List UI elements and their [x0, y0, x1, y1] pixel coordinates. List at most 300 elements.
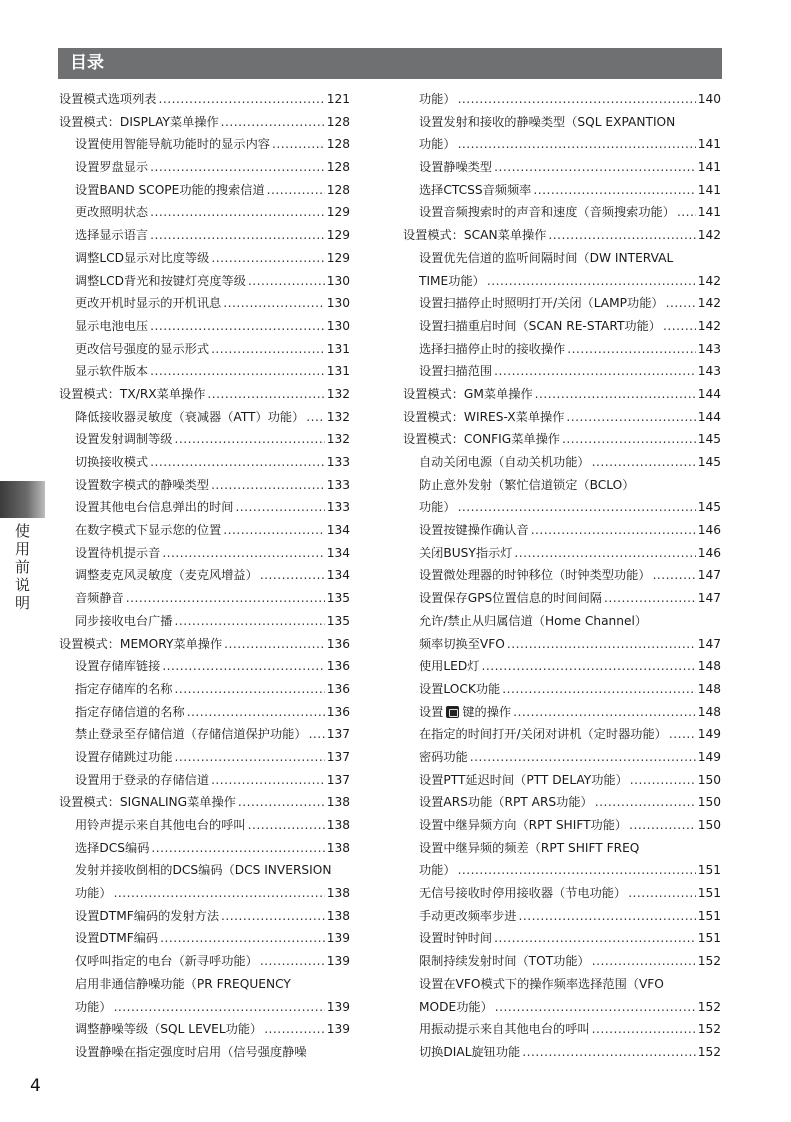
dot-leader	[150, 315, 325, 338]
toc-entry-page: 147	[697, 568, 721, 583]
toc-entry[interactable]	[59, 950, 350, 973]
toc-entry-page: 141	[697, 160, 721, 175]
dot-leader	[151, 837, 324, 860]
dot-leader	[592, 950, 696, 973]
toc-entry-page: 133	[326, 477, 350, 492]
toc-entry[interactable]	[403, 973, 721, 996]
toc-entry-title: 调整静噪等级（SQL LEVEL功能）	[75, 1022, 263, 1037]
toc-entry-page: 149	[697, 749, 721, 764]
dot-leader	[533, 179, 695, 202]
toc-entry-page: 134	[326, 545, 350, 560]
toc-entry[interactable]	[403, 428, 721, 451]
toc-entry[interactable]	[59, 996, 350, 1019]
toc-entry[interactable]	[59, 1041, 350, 1064]
toc-entry-page: 151	[697, 886, 721, 901]
toc-entry-title: TIME功能）	[419, 273, 485, 288]
toc-entry[interactable]	[59, 973, 350, 996]
toc-entry[interactable]	[59, 474, 350, 497]
toc-entry-title: 设置模式：SCAN菜单操作	[403, 228, 547, 243]
toc-entry[interactable]	[59, 111, 350, 134]
toc-entry[interactable]	[403, 814, 721, 837]
toc-entry-page: 152	[697, 1044, 721, 1059]
toc-entry[interactable]	[59, 633, 350, 656]
toc-entry-title: 设置使用智能导航功能时的显示内容	[75, 137, 270, 152]
toc-entry-title: 设置模式：CONFIG菜单操作	[403, 432, 560, 447]
toc-entry[interactable]	[403, 859, 721, 882]
toc-entry[interactable]	[59, 678, 350, 701]
toc-entry[interactable]	[403, 474, 721, 497]
toc-entry[interactable]	[403, 156, 721, 179]
toc-entry-page: 147	[697, 591, 721, 606]
toc-entry-title: 设置优先信道的监听间隔时间（DW INTERVAL	[419, 250, 674, 265]
toc-entry-title: 设置用于登录的存储信道	[75, 772, 210, 787]
toc-entry-title: 设置待机提示音	[75, 545, 161, 560]
dot-leader	[150, 224, 325, 247]
toc-entry-title: 在指定的时间打开/关闭对讲机（定时器功能）	[419, 727, 667, 742]
toc-entry-title: 设置微处理器的时钟移位（时钟类型功能）	[419, 568, 651, 583]
toc-entry-page: 152	[697, 999, 721, 1014]
toc-entry[interactable]	[59, 156, 350, 179]
toc-entry-page: 146	[697, 523, 721, 538]
toc-entry-page: 145	[697, 500, 721, 515]
toc-entry[interactable]	[403, 610, 721, 633]
toc-entry-page: 136	[326, 681, 350, 696]
dot-leader	[458, 133, 696, 156]
toc-entry-page: 149	[697, 727, 721, 742]
toc-entry[interactable]	[59, 791, 350, 814]
toc-entry-title: 设置扫描停止时照明打开/关闭（LAMP功能）	[419, 296, 664, 311]
toc-entry[interactable]	[59, 270, 350, 293]
dot-leader	[470, 746, 696, 769]
toc-entry-page: 152	[697, 1022, 721, 1037]
toc-entry-title: 设置模式选项列表	[59, 92, 157, 106]
toc-entry[interactable]	[403, 927, 721, 950]
dot-leader	[629, 814, 696, 837]
dot-leader	[162, 655, 324, 678]
toc-entry-title: 设置发射调制等级	[75, 432, 173, 447]
toc-entry[interactable]	[403, 338, 721, 361]
toc-entry-title: 设置存储库链接	[75, 659, 161, 674]
dot-leader	[150, 360, 325, 383]
toc-entry-title: 设置模式：DISPLAY菜单操作	[59, 114, 219, 129]
toc-entry-page: 141	[697, 182, 721, 197]
toc-entry[interactable]	[59, 519, 350, 542]
dot-leader	[224, 633, 325, 656]
toc-entry-title: 选择扫描停止时的接收操作	[419, 341, 566, 356]
toc-entry-page: 151	[697, 863, 721, 878]
toc-entry[interactable]	[403, 1018, 721, 1041]
toc-entry-title: 功能）	[419, 863, 456, 878]
toc-entry[interactable]	[403, 292, 721, 315]
toc-entry-page: 140	[697, 92, 721, 106]
toc-entry[interactable]	[403, 383, 721, 406]
toc-entry-title: 仅呼叫指定的电台（新寻呼功能）	[75, 954, 258, 969]
toc-entry-page: 144	[697, 386, 721, 401]
toc-entry-page: 144	[697, 409, 721, 424]
dot-leader	[513, 701, 696, 724]
dot-leader	[519, 905, 696, 928]
dot-leader	[562, 428, 696, 451]
toc-entry-page: 151	[697, 908, 721, 923]
dot-leader	[150, 451, 325, 474]
toc-entry[interactable]	[403, 746, 721, 769]
toc-entry[interactable]	[403, 406, 721, 429]
toc-left-column	[59, 88, 350, 1064]
page-number: 4	[30, 1076, 41, 1096]
toc-entry-title-part: 设置	[419, 704, 444, 719]
toc-entry[interactable]	[59, 224, 350, 247]
toc-entry-page: 141	[697, 205, 721, 220]
toc-entry[interactable]	[59, 315, 350, 338]
toc-entry-title: 功能）	[419, 500, 456, 515]
toc-entry[interactable]	[59, 451, 350, 474]
dot-leader	[487, 270, 696, 293]
toc-entry-title: 设置模式：SIGNALING菜单操作	[59, 795, 236, 810]
toc-entry[interactable]	[403, 950, 721, 973]
toc-entry-page: 150	[697, 818, 721, 832]
toc-entry-page: 142	[697, 296, 721, 311]
dot-leader	[114, 996, 325, 1019]
dot-leader	[522, 1041, 696, 1064]
toc-entry[interactable]	[59, 587, 350, 610]
dot-leader	[669, 723, 696, 746]
toc-entry[interactable]	[403, 270, 721, 293]
toc-entry[interactable]	[403, 564, 721, 587]
dot-leader	[260, 564, 325, 587]
toc-entry-title: 调整LCD背光和按键灯亮度等级	[75, 273, 246, 288]
toc-entry-page: 139	[326, 954, 350, 969]
dot-leader	[494, 927, 696, 950]
toc-entry[interactable]	[403, 633, 721, 656]
toc-entry[interactable]	[59, 814, 350, 837]
toc-entry-title: 选择CTCSS音频频率	[419, 182, 532, 197]
toc-entry[interactable]	[59, 859, 350, 882]
section-tab-marker	[0, 481, 45, 518]
toc-entry-title: 功能）	[419, 137, 456, 152]
toc-entry[interactable]	[59, 746, 350, 769]
dot-leader	[175, 746, 325, 769]
dot-leader	[495, 996, 696, 1019]
toc-entry[interactable]	[403, 201, 721, 224]
dot-leader	[160, 927, 325, 950]
toc-entry[interactable]	[59, 338, 350, 361]
dot-leader	[211, 338, 325, 361]
dot-leader	[494, 360, 696, 383]
toc-entry-title: 设置LOCK功能	[419, 681, 501, 696]
toc-entry[interactable]	[59, 383, 350, 406]
dot-leader	[162, 542, 324, 565]
toc-entry[interactable]	[403, 1041, 721, 1064]
toc-entry-title: 更改开机时显示的开机讯息	[75, 296, 222, 311]
dot-leader	[150, 201, 325, 224]
dot-leader	[272, 133, 325, 156]
dot-leader	[677, 201, 696, 224]
toc-entry-page: 128	[326, 114, 350, 129]
toc-entry-page: 152	[697, 954, 721, 969]
dot-leader	[494, 156, 696, 179]
toc-entry[interactable]	[403, 587, 721, 610]
toc-entry-title: 禁止登录至存储信道（存储信道保护功能）	[75, 727, 307, 742]
toc-entry-title: 允许/禁止从归属信道（Home Channel）	[419, 613, 648, 628]
dot-leader	[458, 859, 696, 882]
dot-leader	[663, 315, 696, 338]
toc-entry-page: 150	[697, 772, 721, 787]
toc-entry-page: 135	[326, 613, 350, 628]
toc-right-column	[403, 88, 721, 1064]
toc-entry-title: 设置BAND SCOPE功能的搜索信道	[75, 182, 265, 197]
toc-entry[interactable]	[59, 496, 350, 519]
toc-entry-page: 142	[697, 318, 721, 333]
dot-leader	[211, 247, 324, 270]
toc-header-bar	[58, 48, 722, 79]
dot-leader	[207, 383, 324, 406]
dot-leader	[653, 564, 696, 587]
toc-entry-title: 设置扫描范围	[419, 364, 493, 379]
toc-entry-page: 142	[697, 228, 721, 243]
toc-entry[interactable]	[59, 406, 350, 429]
toc-entry-title: 在数字模式下显示您的位置	[75, 523, 222, 538]
dot-leader	[628, 882, 696, 905]
toc-entry-title: 设置静噪类型	[419, 160, 493, 175]
toc-entry-page: 148	[697, 704, 721, 719]
toc-entry-page: 138	[326, 795, 350, 810]
toc-entry[interactable]	[403, 723, 721, 746]
toc-entry-title: 使用LED灯	[419, 659, 480, 674]
toc-entry[interactable]	[59, 428, 350, 451]
toc-entry-title: 设置按键操作确认音	[419, 523, 529, 538]
toc-entry-title: 设置DTMF编码的发射方法	[75, 908, 220, 923]
toc-entry-page: 129	[326, 205, 350, 220]
toc-entry-title: 设置PTT延迟时间（PTT DELAY功能）	[419, 772, 628, 787]
toc-entry[interactable]	[59, 564, 350, 587]
toc-entry-page: 133	[326, 500, 350, 515]
toc-entry-page: 135	[326, 591, 350, 606]
toc-entry-title: 设置扫描重启时间（SCAN RE-START功能）	[419, 318, 661, 333]
toc-entry[interactable]	[403, 837, 721, 860]
toc-entry[interactable]	[59, 542, 350, 565]
toc-entry-title: 设置静噪在指定强度时启用（信号强度静噪	[75, 1044, 307, 1059]
toc-entry[interactable]	[403, 655, 721, 678]
toc-entry[interactable]	[403, 224, 721, 247]
toc-entry-title: 选择显示语言	[75, 228, 149, 243]
toc-entry-title: 设置ARS功能（RPT ARS功能）	[419, 795, 593, 810]
toc-entry-title: 切换DIAL旋钮功能	[419, 1044, 521, 1059]
dot-leader	[264, 1018, 325, 1041]
toc-entry-title: 设置中继异频的频差（RPT SHIFT FREQ	[419, 840, 640, 855]
toc-entry-page: 138	[326, 818, 350, 832]
toc-entry-page: 129	[326, 228, 350, 243]
toc-entry-page: 129	[326, 250, 350, 265]
dot-leader	[566, 406, 695, 429]
toc-entry-title: 切换接收模式	[75, 455, 149, 469]
toc-entry-title: 频率切换至VFO	[419, 636, 505, 651]
dot-leader	[630, 769, 696, 792]
toc-entry[interactable]	[59, 927, 350, 950]
toc-entry-page: 139	[326, 999, 350, 1014]
dot-leader	[238, 791, 325, 814]
toc-entry-page: 130	[326, 273, 350, 288]
dot-leader	[535, 383, 696, 406]
toc-entry-page: 143	[697, 364, 721, 379]
toc-entry[interactable]	[403, 179, 721, 202]
toc-entry[interactable]	[59, 179, 350, 202]
toc-entry[interactable]	[59, 655, 350, 678]
dot-leader	[175, 678, 325, 701]
dot-leader	[248, 814, 325, 837]
toc-entry-page: 139	[326, 1022, 350, 1037]
toc-entry-page: 128	[326, 182, 350, 197]
toc-entry[interactable]	[59, 769, 350, 792]
toc-entry[interactable]	[403, 360, 721, 383]
toc-entry-page: 121	[326, 92, 350, 106]
dot-leader	[223, 292, 324, 315]
toc-entry-title: 设置其他电台信息弹出的时间	[75, 500, 234, 515]
toc-entry-page: 142	[697, 273, 721, 288]
toc-entry[interactable]	[403, 542, 721, 565]
toc-entry-title-part: 键的操作	[462, 704, 512, 719]
dot-leader	[592, 1018, 696, 1041]
dot-leader	[567, 338, 695, 361]
toc-entry-page: 145	[697, 455, 721, 469]
toc-entry[interactable]	[59, 905, 350, 928]
toc-entry-title: 设置发射和接收的静噪类型（SQL EXPANTION	[419, 114, 676, 129]
dot-leader	[306, 406, 324, 429]
toc-entry-page: 132	[326, 386, 350, 401]
toc-entry[interactable]	[403, 678, 721, 701]
toc-entry-page: 141	[697, 137, 721, 152]
toc-entry-title: 选择DCS编码	[75, 840, 150, 855]
toc-entry[interactable]	[59, 610, 350, 633]
toc-entry[interactable]	[403, 882, 721, 905]
toc-entry[interactable]	[59, 201, 350, 224]
toc-entry-page: 138	[326, 840, 350, 855]
toc-entry-title: 设置数字模式的静噪类型	[75, 477, 210, 492]
toc-entry[interactable]	[59, 247, 350, 270]
toc-entry[interactable]	[59, 360, 350, 383]
toc-entry-title: 用振动提示来自其他电台的呼叫	[419, 1022, 590, 1037]
toc-title: 目录	[70, 53, 104, 73]
toc-entry-page: 146	[697, 545, 721, 560]
toc-entry[interactable]	[59, 133, 350, 156]
toc-entry-page: 151	[697, 931, 721, 946]
toc-entry-title: 防止意外发射（繁忙信道锁定（BCLO）	[419, 477, 635, 492]
toc-entry[interactable]	[403, 88, 721, 111]
toc-entry-title	[419, 701, 511, 724]
toc-entry[interactable]	[403, 315, 721, 338]
toc-entry-title: 显示软件版本	[75, 364, 149, 379]
dot-leader	[235, 496, 324, 519]
toc-entry-title: 关闭BUSY指示灯	[419, 545, 513, 560]
dot-leader	[514, 542, 695, 565]
dot-leader	[531, 519, 696, 542]
toc-entry-page: 128	[326, 160, 350, 175]
toc-entry[interactable]	[403, 451, 721, 474]
dot-leader	[595, 791, 696, 814]
toc-entry-title: 调整麦克风灵敏度（麦克风增益）	[75, 568, 258, 583]
toc-entry-title: 设置模式：GM菜单操作	[403, 386, 533, 401]
toc-entry-page: 138	[326, 886, 350, 901]
dot-leader	[221, 111, 325, 134]
toc-entry-title: 功能）	[75, 886, 112, 901]
dot-leader	[481, 655, 695, 678]
toc-entry[interactable]	[403, 496, 721, 519]
toc-entry-page: 150	[697, 795, 721, 810]
toc-entry-title: 更改照明状态	[75, 205, 149, 220]
toc-entry-title: 指定存储库的名称	[75, 681, 173, 696]
toc-entry[interactable]	[59, 837, 350, 860]
function-key-icon	[446, 706, 459, 718]
dot-leader	[548, 224, 695, 247]
toc-entry-title: 更改信号强度的显示形式	[75, 341, 210, 356]
dot-leader	[211, 474, 325, 497]
toc-entry-title: 指定存储信道的名称	[75, 704, 185, 719]
toc-entry[interactable]	[59, 723, 350, 746]
toc-entry[interactable]	[403, 133, 721, 156]
dot-leader	[126, 587, 325, 610]
toc-entry-page: 131	[326, 364, 350, 379]
toc-entry-title: 降低接收器灵敏度（衰减器（ATT）功能）	[75, 409, 305, 424]
toc-entry[interactable]	[403, 701, 721, 724]
dot-leader	[221, 905, 325, 928]
toc-entry[interactable]	[403, 519, 721, 542]
toc-entry-title: 设置DTMF编码	[75, 931, 159, 946]
dot-leader	[150, 156, 325, 179]
toc-entry-page: 136	[326, 659, 350, 674]
toc-entry[interactable]	[59, 292, 350, 315]
toc-entry-title: 限制持续发射时间（TOT功能）	[419, 954, 590, 969]
dot-leader	[309, 723, 325, 746]
toc-entry-title: 设置模式：WIRES-X菜单操作	[403, 409, 565, 424]
toc-entry-title: 设置存储跳过功能	[75, 749, 173, 764]
toc-entry-page: 133	[326, 455, 350, 469]
toc-entry-page: 137	[326, 727, 350, 742]
dot-leader	[175, 610, 325, 633]
toc-entry[interactable]	[59, 88, 350, 111]
dot-leader	[592, 451, 696, 474]
dot-leader	[458, 496, 696, 519]
toc-entry-title: 设置罗盘显示	[75, 160, 149, 175]
toc-entry-page: 134	[326, 568, 350, 583]
toc-entry-title: 密码功能	[419, 749, 468, 764]
toc-entry[interactable]	[59, 701, 350, 724]
toc-entry[interactable]	[403, 769, 721, 792]
toc-entry[interactable]	[403, 905, 721, 928]
toc-entry[interactable]	[59, 1018, 350, 1041]
dot-leader	[604, 587, 696, 610]
toc-entry-title: 无信号接收时停用接收器（节电功能）	[419, 886, 627, 901]
toc-entry-title: 启用非通信静噪功能（PR FREQUENCY	[75, 976, 291, 991]
toc-entry[interactable]	[403, 791, 721, 814]
toc-entry[interactable]	[403, 111, 721, 134]
toc-entry[interactable]	[403, 247, 721, 270]
dot-leader	[267, 179, 325, 202]
dot-leader	[223, 519, 324, 542]
dot-leader	[507, 633, 696, 656]
toc-entry-page: 131	[326, 341, 350, 356]
toc-entry-title: 音频静音	[75, 591, 124, 606]
toc-entry-title: 同步接收电台广播	[75, 613, 173, 628]
toc-entry-page: 136	[326, 704, 350, 719]
toc-entry-title: 发射并接收倒相的DCS编码（DCS INVERSION	[75, 863, 332, 878]
toc-entry-title: 功能）	[75, 999, 112, 1014]
dot-leader	[260, 950, 325, 973]
dot-leader	[159, 88, 325, 111]
toc-entry-title: 设置在VFO模式下的操作频率选择范围（VFO	[419, 976, 664, 991]
dot-leader	[175, 428, 325, 451]
dot-leader	[248, 270, 325, 293]
toc-entry[interactable]	[403, 996, 721, 1019]
toc-entry[interactable]	[59, 882, 350, 905]
